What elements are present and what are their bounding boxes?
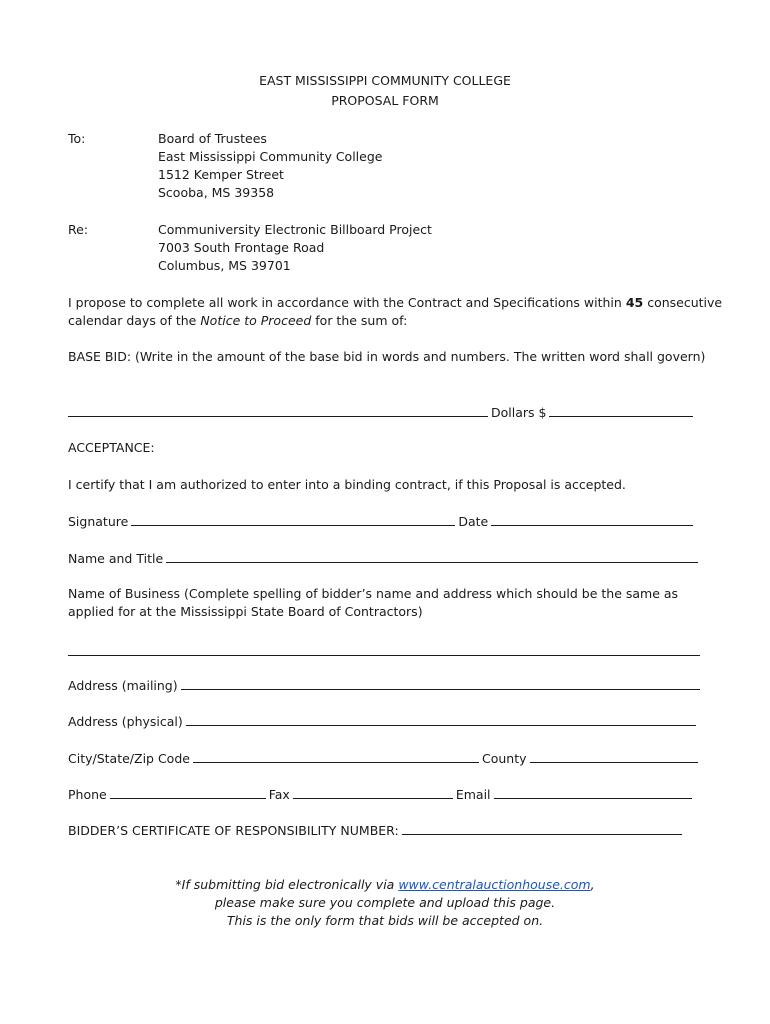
city-state-zip-field[interactable] bbox=[193, 749, 479, 763]
form-title-proposal: PROPOSAL FORM bbox=[331, 93, 439, 108]
footer-note-line-2: please make sure you complete and upload this page. bbox=[214, 895, 556, 910]
city-county-row bbox=[68, 749, 701, 768]
central-auction-house-link[interactable]: www.centralauctionhouse.com bbox=[398, 877, 591, 892]
footer-note-line-1 bbox=[0, 876, 770, 894]
re-line: Communiversity Electronic Billboard Project bbox=[158, 222, 432, 237]
name-title-field[interactable] bbox=[166, 549, 698, 563]
business-name-field[interactable] bbox=[68, 643, 700, 656]
bid-words-field[interactable] bbox=[68, 403, 488, 417]
to-address bbox=[158, 130, 382, 202]
to-label: To: bbox=[68, 131, 86, 146]
date-label: Date bbox=[458, 514, 489, 529]
contact-row bbox=[68, 785, 695, 804]
acceptance-heading: ACCEPTANCE: bbox=[68, 440, 155, 455]
signature-label: Signature bbox=[68, 514, 129, 529]
name-title-label: Name and Title bbox=[68, 551, 164, 566]
address-mailing-field[interactable] bbox=[181, 676, 700, 690]
name-title-row bbox=[68, 549, 701, 568]
proposal-text: for the sum of: bbox=[315, 313, 408, 328]
re-project bbox=[158, 221, 432, 275]
to-line: 1512 Kemper Street bbox=[158, 167, 284, 182]
footer-text: *If submitting bid electronically via bbox=[175, 877, 395, 892]
certificate-field[interactable] bbox=[402, 821, 682, 835]
re-label: Re: bbox=[68, 222, 89, 237]
certify-statement: I certify that I am authorized to enter into a binding contract, if this Proposal is accepted. bbox=[68, 477, 626, 492]
date-field[interactable] bbox=[491, 512, 693, 526]
address-mailing-label: Address (mailing) bbox=[68, 678, 178, 693]
phone-field[interactable] bbox=[110, 785, 266, 799]
form-title-college: EAST MISSISSIPPI COMMUNITY COLLEGE bbox=[259, 73, 511, 88]
address-physical-field[interactable] bbox=[186, 712, 696, 726]
footer-comma: , bbox=[590, 877, 595, 892]
to-line: East Mississippi Community College bbox=[158, 149, 383, 164]
bid-amount-field[interactable] bbox=[549, 403, 693, 417]
proposal-text: I propose to complete all work in accordance with the Contract and Specifications within bbox=[68, 295, 622, 310]
email-field[interactable] bbox=[494, 785, 692, 799]
certificate-row bbox=[68, 821, 685, 840]
address-mailing-row bbox=[68, 676, 703, 695]
base-bid-amount-row bbox=[68, 403, 696, 422]
address-physical-row bbox=[68, 712, 699, 731]
footer-note-line-3: This is the only form that bids will be accepted on. bbox=[226, 913, 544, 928]
address-physical-label: Address (physical) bbox=[68, 714, 183, 729]
fax-field[interactable] bbox=[293, 785, 453, 799]
business-name-line: applied for at the Mississippi State Board of Contractors) bbox=[68, 604, 423, 619]
certificate-label: BIDDER’S CERTIFICATE OF RESPONSIBILITY NUMBER: bbox=[68, 823, 399, 838]
notice-to-proceed: Notice to Proceed bbox=[200, 313, 312, 328]
fax-label: Fax bbox=[268, 787, 290, 802]
signature-row bbox=[68, 512, 696, 531]
county-field[interactable] bbox=[530, 749, 698, 763]
re-line: Columbus, MS 39701 bbox=[158, 258, 291, 273]
business-name-label bbox=[68, 585, 678, 621]
proposal-text: consecutive bbox=[647, 295, 723, 310]
re-line: 7003 South Frontage Road bbox=[158, 240, 325, 255]
proposal-days: 45 bbox=[625, 295, 644, 310]
to-line: Scooba, MS 39358 bbox=[158, 185, 275, 200]
county-label: County bbox=[481, 751, 527, 766]
proposal-text: calendar days of the bbox=[68, 313, 197, 328]
city-state-zip-label: City/State/Zip Code bbox=[68, 751, 190, 766]
proposal-line-2 bbox=[68, 312, 407, 330]
signature-field[interactable] bbox=[131, 512, 455, 526]
proposal-line-1 bbox=[68, 294, 722, 312]
business-name-line: Name of Business (Complete spelling of bidder’s name and address which should be the same as bbox=[68, 586, 679, 601]
phone-label: Phone bbox=[68, 787, 107, 802]
email-label: Email bbox=[455, 787, 491, 802]
base-bid-instructions: BASE BID: (Write in the amount of the base bid in words and numbers. The written word shall govern) bbox=[68, 349, 706, 364]
to-line: Board of Trustees bbox=[158, 131, 267, 146]
dollars-label: Dollars $ bbox=[491, 405, 547, 420]
